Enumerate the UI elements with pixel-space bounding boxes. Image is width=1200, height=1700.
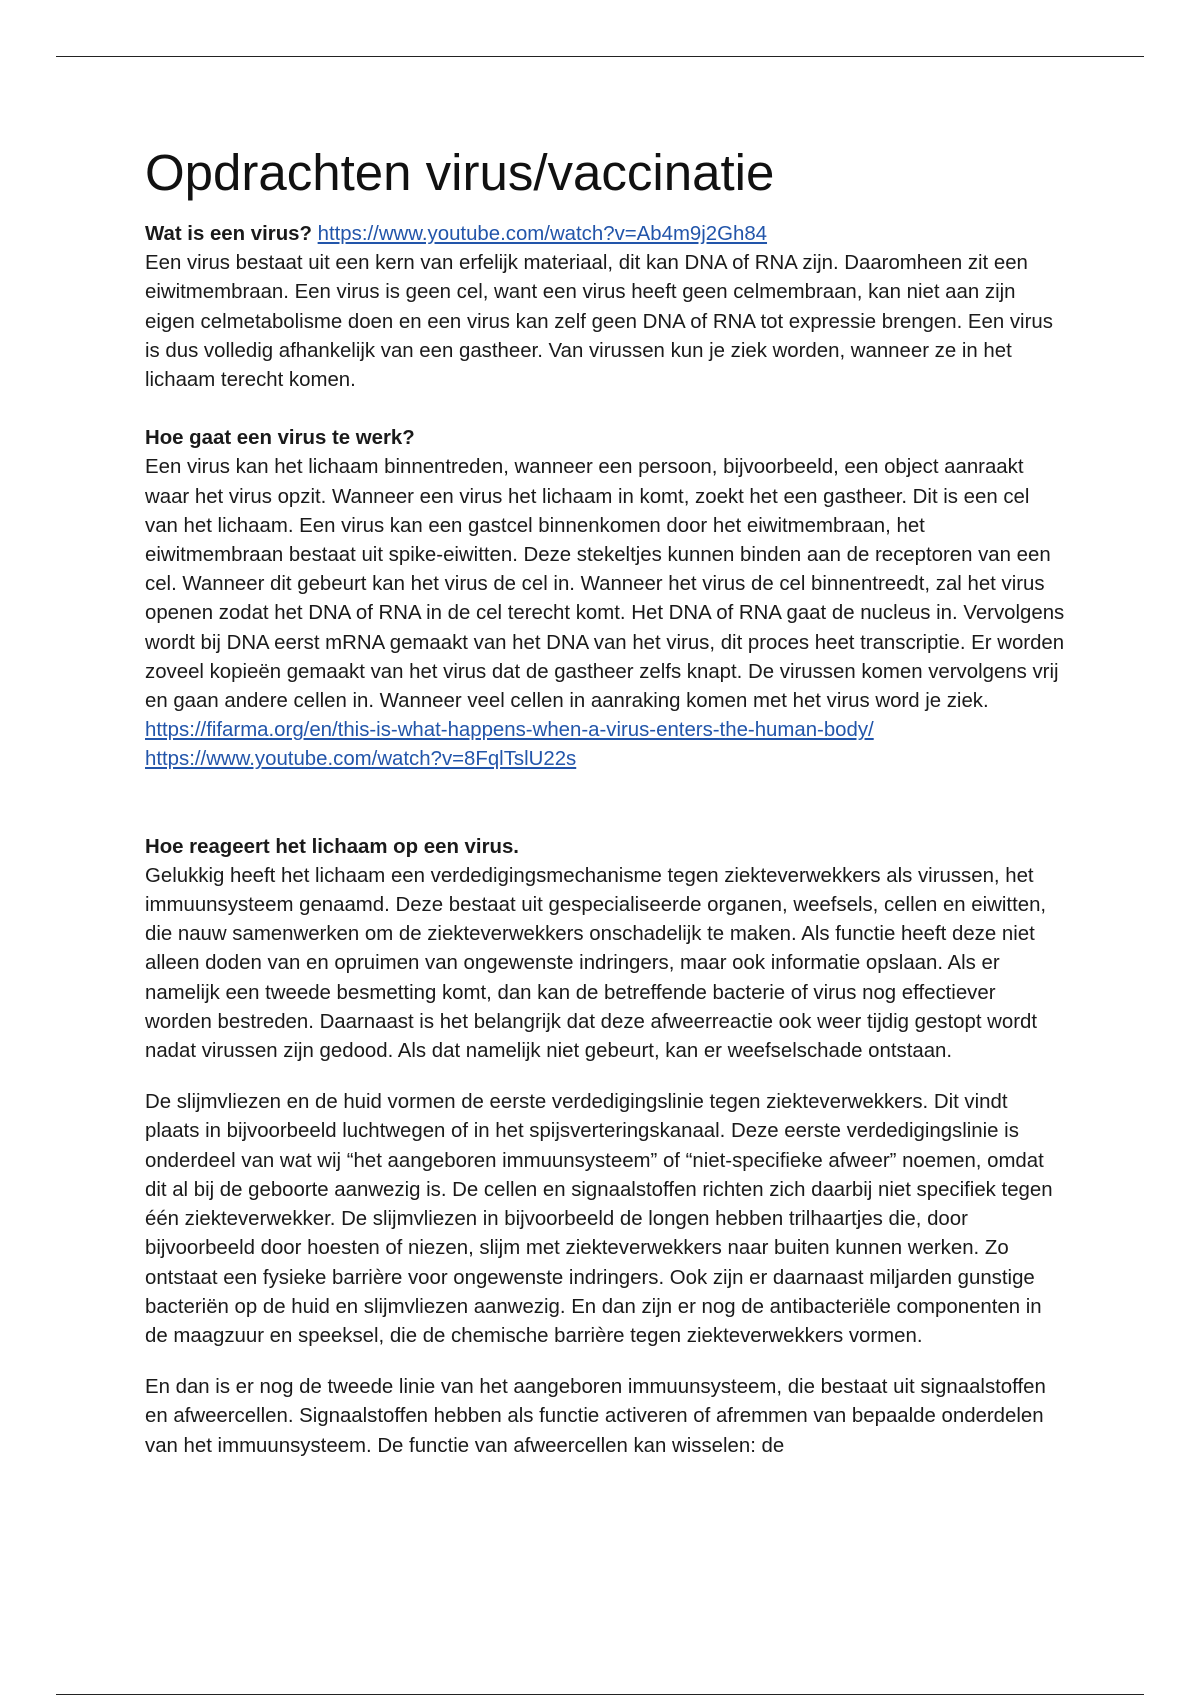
youtube-link[interactable]: https://www.youtube.com/watch?v=Ab4m9j2Gh84 <box>317 223 768 245</box>
document-title: Opdrachten virus/vaccinatie <box>145 144 775 201</box>
footer-rule <box>56 1694 1144 1695</box>
section-heading: Hoe gaat een virus te werk? <box>145 427 415 450</box>
header-rule <box>56 56 1144 57</box>
section-paragraph: De slijmvliezen en de huid vormen de eerste verdedigingslinie tegen ziekteverwekkers. Dit vindt plaats in bijvoorbeeld luchtwegen of in het spijsverteringskanaal. Deze eerste verdedigingslinie is onderdeel van wat wij “het aangeboren immuunsysteem” of “niet-specifieke afweer” noemen, omdat dit al bij de geboorte aanwezig is. De cellen en signaalstoffen richten zich daarbij niet specifiek tegen één ziekteverwekker. De slijmvliezen in bijvoorbeeld de longen hebben trilhaartjes die, door bijvoorbeeld door hoesten of niezen, slijm met ziekteverwekkers naar buiten kunnen werken. Zo ontstaat een fysieke barrière voor ongewenste indringers. Ook zijn er daarnaast miljarden gunstige bacteriën op de huid en slijmvliezen aanwezig. En dan zijn er nog de antibacteriële componenten in de maagzuur en speeksel, die de chemische barrière tegen ziekteverwekkers vormen. <box>145 1091 1053 1347</box>
section-what-is-virus <box>145 220 1065 395</box>
document-page <box>145 140 1065 1461</box>
section-paragraph: En dan is er nog de tweede linie van het aangeboren immuunsysteem, die bestaat uit signaalstoffen en afweercellen. Signaalstoffen hebben als functie activeren of afremmen van bepaalde onderdelen van het immuunsysteem. De functie van afweercellen kan wisselen: de <box>145 1376 1046 1457</box>
section-body: Een virus bestaat uit een kern van erfelijk materiaal, dit kan DNA of RNA zijn. Daaromheen zit een eiwitmembraan. Een virus is geen cel, want een virus heeft geen celmembraan, kan niet aan zijn eigen celmetabolisme doen en een virus kan zelf geen DNA of RNA tot expressie brengen. Een virus is dus volledig afhankelijk van een gastheer. Van virussen kun je ziek worden, wanneer ze in het lichaam terecht komen. <box>145 252 1053 392</box>
section-heading: Hoe reageert het lichaam op een virus. <box>145 835 519 858</box>
section-paragraph: Gelukkig heeft het lichaam een verdedigingsmechanisme tegen ziekteverwekkers als virussen, het immuunsysteem genaamd. Deze bestaat uit gespecialiseerde organen, weefsels, cellen en eiwitten, die nauw samenwerken om de ziekteverwekkers onschadelijk te maken. Als functie heeft deze niet alleen doden van en opruimen van ongewenste indringers, maar ook informatie opslaan. Als er namelijk een tweede besmetting komt, dan kan de betreffende bacterie of virus nog effectiever worden bestreden. Daarnaast is het belangrijk dat deze afweerreactie ook weer tijdig gestopt wordt nadat virussen zijn gedood. Als dat namelijk niet gebeurt, kan er weefselschade ontstaan. <box>145 864 1047 1063</box>
youtube-link[interactable]: https://www.youtube.com/watch?v=8FqlTslU22s <box>145 748 577 771</box>
section-how-virus-works <box>145 424 1065 774</box>
section-heading: Wat is een virus? <box>145 223 312 245</box>
section-body-response <box>145 833 1065 1461</box>
fifarma-link[interactable]: https://fifarma.org/en/this-is-what-happens-when-a-virus-enters-the-human-body/ <box>145 719 874 742</box>
section-body: Een virus kan het lichaam binnentreden, wanneer een persoon, bijvoorbeeld, een object aanraakt waar het virus opzit. Wanneer een virus het lichaam in komt, zoekt het een gastheer. Dit is een cel van het lichaam. Een virus kan een gastcel binnenkomen door het eiwitmembraan, het eiwitmembraan bestaat uit spike-eiwitten. Deze stekeltjes kunnen binden aan de receptoren van een cel. Wanneer dit gebeurt kan het virus de cel in. Wanneer het virus de cel binnentreedt, zal het virus openen zodat het DNA of RNA in de cel terecht komt. Het DNA of RNA gaat de nucleus in. Vervolgens wordt bij DNA eerst mRNA gemaakt van het DNA van het virus, dit proces heet transcriptie. Er worden zoveel kopieën gemaakt van het virus dat de gastheer zelfs knapt. De virussen komen vervolgens vrij en gaan andere cellen in. Wanneer veel cellen in aanraking komen met het virus word je ziek. <box>145 456 1065 713</box>
section-heading-line <box>145 220 1065 249</box>
